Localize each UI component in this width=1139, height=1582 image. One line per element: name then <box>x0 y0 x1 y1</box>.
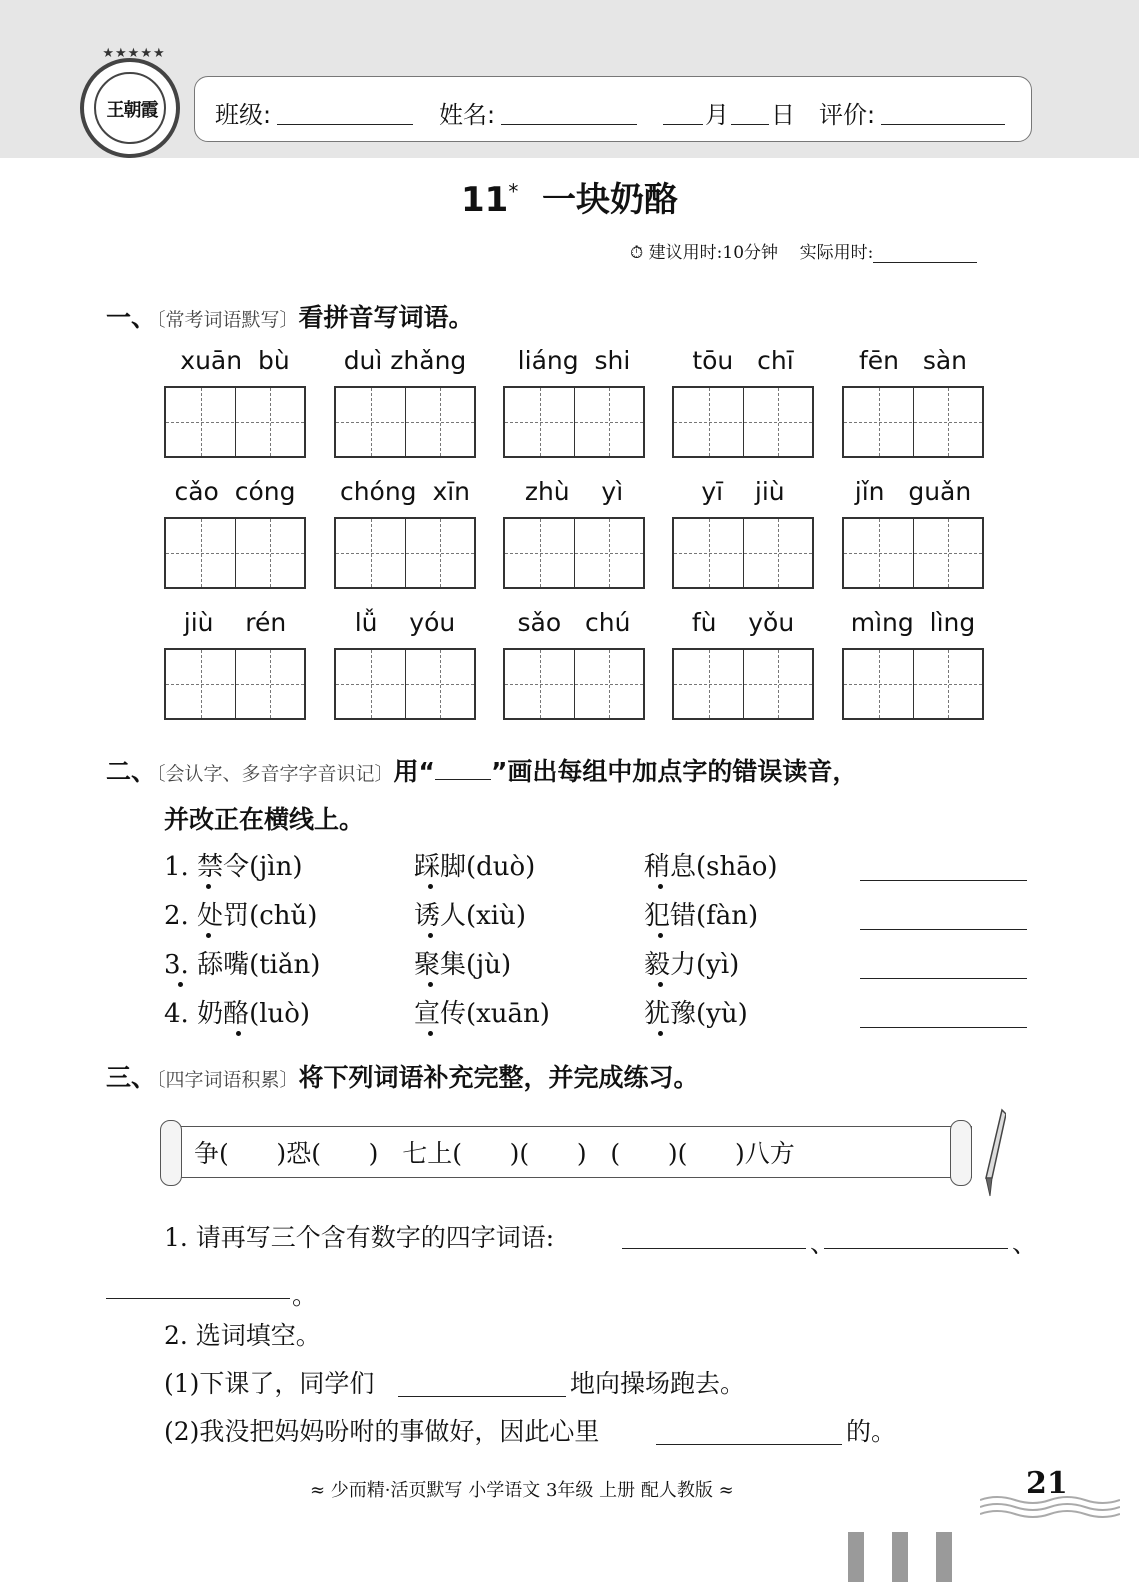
actual-time-field[interactable] <box>873 244 977 263</box>
reading-item[interactable]: 踩脚(duò) <box>414 852 536 882</box>
emphasis-dot <box>206 884 211 889</box>
writing-box[interactable] <box>164 517 306 589</box>
pinyin-label: yī jiù <box>701 477 785 506</box>
page-number: 21 <box>1026 1466 1068 1501</box>
lesson-mark: * <box>508 179 519 204</box>
correction-line[interactable] <box>860 1027 1027 1028</box>
section-1-number: 一、 <box>106 303 157 332</box>
class-field[interactable] <box>277 124 413 125</box>
pinyin-label: liáng shi <box>517 346 631 375</box>
q1-end: 。 <box>292 1281 318 1310</box>
section-2-instruction-line2: 并改正在横线上。 <box>164 805 365 834</box>
lesson-title <box>0 172 1139 221</box>
q1-sep-1: 、 <box>810 1229 836 1258</box>
q1-answer-3[interactable] <box>106 1298 290 1299</box>
writing-box[interactable] <box>672 648 814 720</box>
emphasis-dot <box>658 982 663 987</box>
logo-ring <box>94 72 166 144</box>
pinyin-label: fēn sàn <box>858 346 968 375</box>
pinyin-label: sǎo chú <box>517 608 631 637</box>
reading-item[interactable]: 诱人(xiù) <box>414 901 527 931</box>
edge-mark-3 <box>936 1532 952 1582</box>
underline-sample <box>435 759 491 780</box>
emphasis-dot <box>428 884 433 889</box>
emphasis-dot <box>428 982 433 987</box>
class-label: 班级: <box>215 101 272 129</box>
question-2: 2. 选词填空。 <box>164 1321 321 1350</box>
section-3-number: 三、 <box>106 1063 157 1092</box>
question-2b-pre: (2)我没把妈妈吩咐的事做好，因此心里 <box>164 1417 600 1446</box>
emphasis-dot <box>658 933 663 938</box>
section-2-instruction-b: ”画出每组中加点字的错误读音， <box>490 757 858 786</box>
pinyin-label: jǐn guǎn <box>854 477 972 506</box>
emphasis-dot <box>178 982 183 987</box>
suggested-time: 建议用时:10分钟 <box>648 243 779 263</box>
time-info <box>630 238 977 263</box>
question-2a-post: 地向操场跑去。 <box>570 1369 746 1398</box>
pinyin-label: zhù yì <box>524 477 624 506</box>
month-field[interactable] <box>663 124 703 125</box>
writing-box[interactable] <box>334 648 476 720</box>
edge-mark-1 <box>848 1532 864 1582</box>
reading-item[interactable]: 犯错(fàn) <box>644 901 759 931</box>
q1-answer-2[interactable] <box>824 1248 1008 1249</box>
day-field[interactable] <box>731 124 769 125</box>
student-info-box <box>194 76 1032 142</box>
writing-box[interactable] <box>672 386 814 458</box>
writing-box[interactable] <box>334 517 476 589</box>
reading-item[interactable]: 稍息(shāo) <box>644 852 778 882</box>
section-2-heading <box>106 752 857 788</box>
writing-box[interactable] <box>164 386 306 458</box>
scroll-roll-right <box>950 1120 972 1186</box>
idiom-scroll <box>160 1120 980 1186</box>
reading-item[interactable]: 犹豫(yù) <box>644 999 748 1029</box>
idiom-blanks[interactable]: 争( )恐( ) 七上( )( ) ( )( )八方 <box>194 1139 795 1168</box>
pinyin-label: chóng xīn <box>339 477 471 506</box>
pinyin-label: lǚ yóu <box>354 608 456 637</box>
question-2b-blank[interactable] <box>656 1444 842 1445</box>
section-3-heading <box>106 1058 699 1094</box>
correction-line[interactable] <box>860 929 1027 930</box>
actual-time-label: 实际用时: <box>799 243 874 263</box>
section-1-heading <box>106 298 474 334</box>
q1-answer-1[interactable] <box>622 1248 806 1249</box>
emphasis-dot <box>206 933 211 938</box>
question-2a-blank[interactable] <box>398 1396 566 1397</box>
emphasis-dot <box>428 1031 433 1036</box>
reading-item[interactable]: 毅力(yì) <box>644 950 740 980</box>
day-label: 日 <box>771 101 795 129</box>
writing-box[interactable] <box>672 517 814 589</box>
writing-box[interactable] <box>503 386 645 458</box>
edge-mark-2 <box>892 1532 908 1582</box>
question-2b-post: 的。 <box>846 1417 897 1446</box>
name-label: 姓名: <box>439 101 496 129</box>
logo-text: 王朝霞 <box>106 100 158 121</box>
section-2-instruction-a: 用“ <box>393 757 435 786</box>
pinyin-label: jiù rén <box>183 608 287 637</box>
writing-box[interactable] <box>842 386 984 458</box>
month-label: 月 <box>705 101 729 129</box>
reading-item[interactable]: 4. 奶酪(luò) <box>164 999 311 1029</box>
lesson-number: 11 <box>460 180 509 220</box>
emphasis-dot <box>236 1031 241 1036</box>
pinyin-label: fù yǒu <box>691 608 795 637</box>
reading-item[interactable]: 聚集(jù) <box>414 950 512 980</box>
pinyin-label: tōu chī <box>692 346 794 375</box>
eval-label: 评价: <box>819 101 876 129</box>
scroll-roll-left <box>160 1120 182 1186</box>
section-3-instruction: 将下列词语补充完整，并完成练习。 <box>298 1063 699 1092</box>
wave-decoration <box>980 1494 1120 1520</box>
reading-item[interactable]: 宣传(xuān) <box>414 999 550 1029</box>
writing-box[interactable] <box>503 648 645 720</box>
eval-field[interactable] <box>881 124 1005 125</box>
section-1-instruction: 看拼音写词语。 <box>298 303 474 332</box>
question-1: 1. 请再写三个含有数字的四字词语: <box>164 1223 555 1252</box>
reading-item[interactable]: 1. 禁令(jìn) <box>164 852 303 882</box>
section-1-tag: 〔常考词语默写〕 <box>156 309 299 331</box>
logo-stars: ★★★★★ <box>102 46 166 61</box>
writing-box[interactable] <box>842 648 984 720</box>
emphasis-dot <box>658 1031 663 1036</box>
section-3-tag: 〔四字词语积累〕 <box>156 1069 299 1091</box>
correction-line[interactable] <box>860 978 1027 979</box>
pinyin-label: mìng lìng <box>850 608 976 637</box>
name-field[interactable] <box>501 124 637 125</box>
writing-box[interactable] <box>164 648 306 720</box>
clock-icon: ⏱ <box>630 243 644 263</box>
writing-box[interactable] <box>842 517 984 589</box>
section-2-number: 二、 <box>106 757 157 786</box>
writing-box[interactable] <box>334 386 476 458</box>
reading-item[interactable]: 3. 舔嘴(tiǎn) <box>164 950 321 980</box>
pinyin-label: xuān bù <box>180 346 290 375</box>
pinyin-label: duì zhǎng <box>343 346 467 375</box>
emphasis-dot <box>658 884 663 889</box>
question-2a-pre: (1)下课了，同学们 <box>164 1369 375 1398</box>
reading-item[interactable]: 2. 处罚(chǔ) <box>164 901 318 931</box>
brand-logo <box>80 46 180 158</box>
lesson-name: 一块奶酪 <box>542 180 678 220</box>
section-2-tag: 〔会认字、多音字字音识记〕 <box>156 763 394 785</box>
correction-line[interactable] <box>860 880 1027 881</box>
footer-text: ≈ 少而精·活页默写 小学语文 3年级 上册 配人教版 ≈ <box>310 1480 734 1501</box>
q1-sep-2: 、 <box>1012 1229 1038 1258</box>
brush-icon <box>980 1108 1006 1198</box>
pinyin-label: cǎo cóng <box>174 477 296 506</box>
writing-box[interactable] <box>503 517 645 589</box>
emphasis-dot <box>428 933 433 938</box>
